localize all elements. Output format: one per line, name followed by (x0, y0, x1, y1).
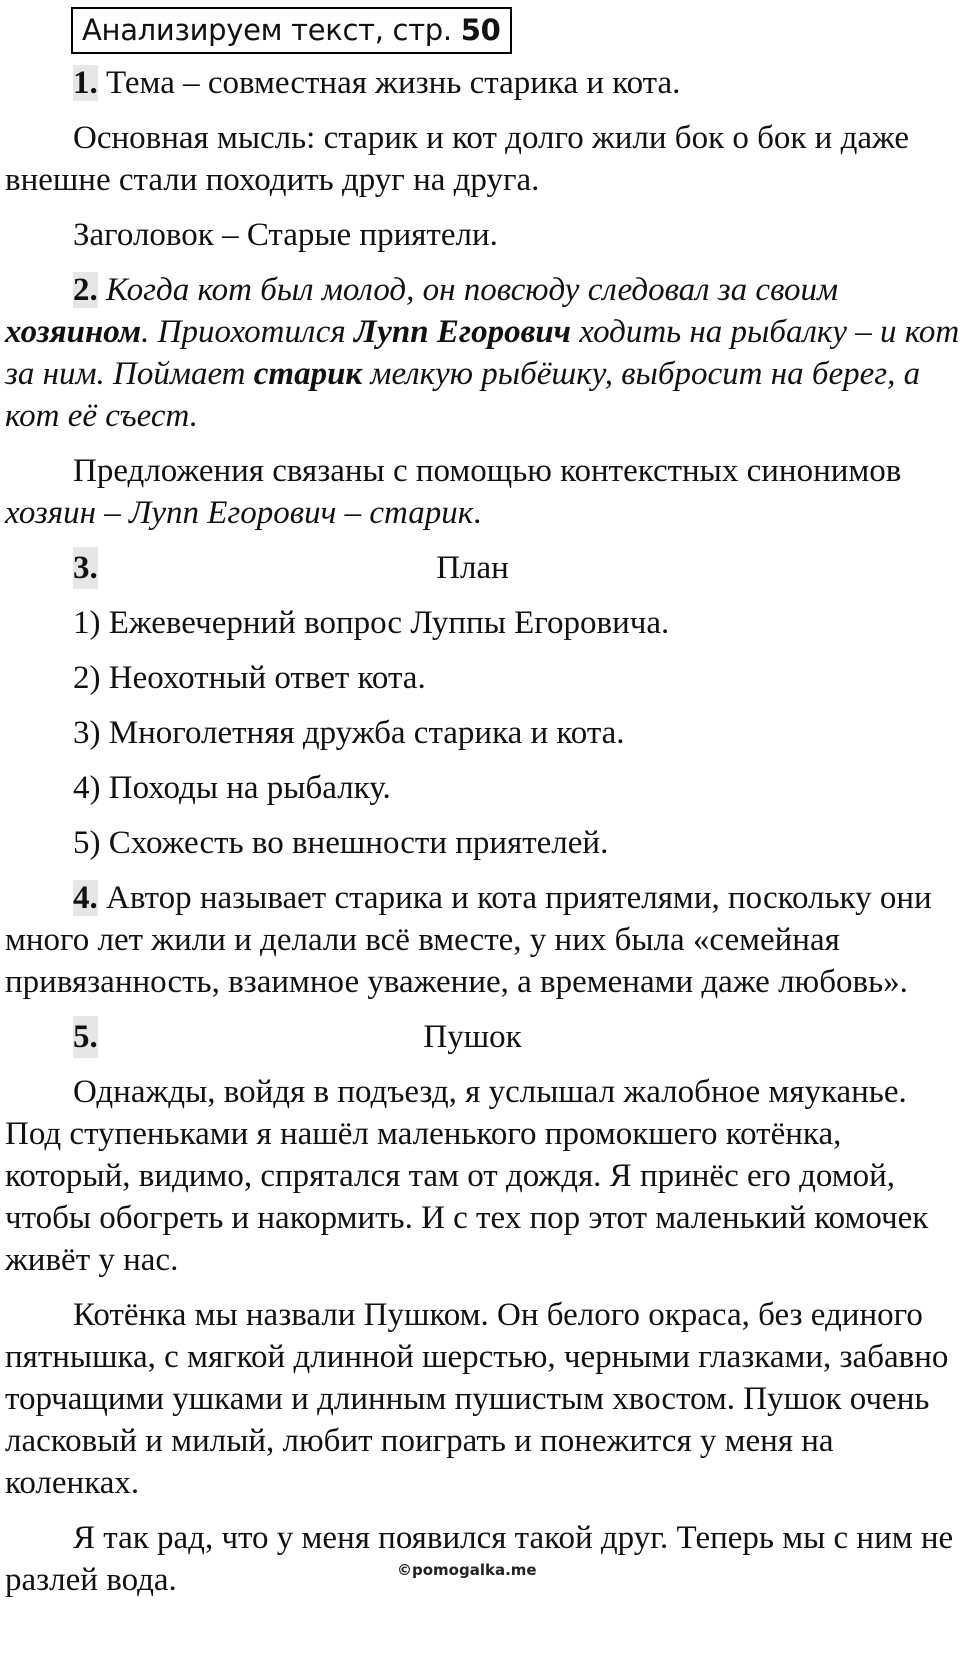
quote-bold-3: старик (253, 356, 363, 392)
plan-item: 2) Неохотный ответ кота. (73, 660, 426, 696)
title-line: Заголовок – Старые приятели. (73, 217, 498, 253)
section-2-quote (5, 269, 960, 437)
section-4-text: Автор называет старика и кота приятелями, поскольку они много лет жили и делали всё вместе, у них была «семейная привязанность, взаимное уважение, а временами даже любовь». (5, 880, 932, 1000)
plan-item: 4) Походы на рыбалку. (73, 770, 391, 806)
quote-part-4: мелкую рыбёшку, выбросит на берег, а кот её съест. (5, 356, 921, 434)
section-4 (5, 877, 960, 1003)
quote-part-3: ходить на рыбалку – и кот за ним. Поймает (5, 314, 960, 392)
note-prefix: Предложения связаны с помощью контекстных синонимов (73, 453, 902, 489)
plan-item: 5) Схожесть во внешности приятелей. (73, 825, 609, 861)
note-suffix: . (473, 495, 482, 531)
plan-item: 3) Многолетняя дружба старика и кота. (73, 715, 625, 751)
section-5-heading-row (5, 1016, 960, 1058)
page-number: 50 (460, 13, 501, 47)
story-paragraph: Я так рад, что у меня появился такой друг. Теперь мы с ним не разлей вода. (5, 1520, 954, 1598)
note-synonyms: хозяин – Лупп Егорович – старик (5, 495, 474, 531)
plan-heading: План (436, 550, 509, 586)
section-4-number: 4. (73, 880, 98, 916)
answer-text (5, 62, 960, 1614)
story-paragraph: Однажды, войдя в подъезд, я услышал жалобное мяуканье. Под ступеньками я нашёл маленького промокшего котёнка, который, видимо, спрятался там от дождя. Я принёс его домой, чтобы обогреть и накормить. И с тех пор этот маленький комочек живёт у нас. (5, 1074, 929, 1278)
plan-item: 1) Ежевечерний вопрос Луппы Егоровича. (73, 605, 670, 641)
main-idea: Основная мысль: старик и кот долго жили бок о бок и даже внешне стали походить друг на друга. (5, 120, 910, 198)
section-5-number: 5. (73, 1016, 98, 1058)
page-reference-box (71, 7, 512, 54)
page-reference-label: Анализируем текст, стр. (82, 13, 461, 47)
section-2-number: 2. (73, 272, 98, 308)
section-2-note (5, 450, 960, 534)
quote-part-2: . Приохотился (141, 314, 355, 350)
quote-part-1: Когда кот был молод, он повсюду следовал за своим (97, 272, 839, 308)
section-1-theme (5, 62, 960, 104)
section-1-number: 1. (73, 65, 98, 101)
quote-bold-1: хозяином (5, 314, 142, 350)
site-watermark: ©pomogalka.me (397, 1561, 537, 1579)
theme-text: Тема – совместная жизнь старика и кота. (97, 65, 681, 101)
section-3-heading-row (5, 547, 960, 589)
story-paragraph: Котёнка мы назвали Пушком. Он белого окраса, без единого пятнышка, с мягкой длинной шерстью, черными глазками, забавно торчащими ушками и длинным пушистым хвостом. Пушок очень ласковый и милый, любит поиграть и понежится у меня на коленках. (5, 1297, 949, 1501)
story-title: Пушок (423, 1019, 522, 1055)
quote-bold-2: Лупп Егорович (354, 314, 571, 350)
section-3-number: 3. (73, 547, 98, 589)
